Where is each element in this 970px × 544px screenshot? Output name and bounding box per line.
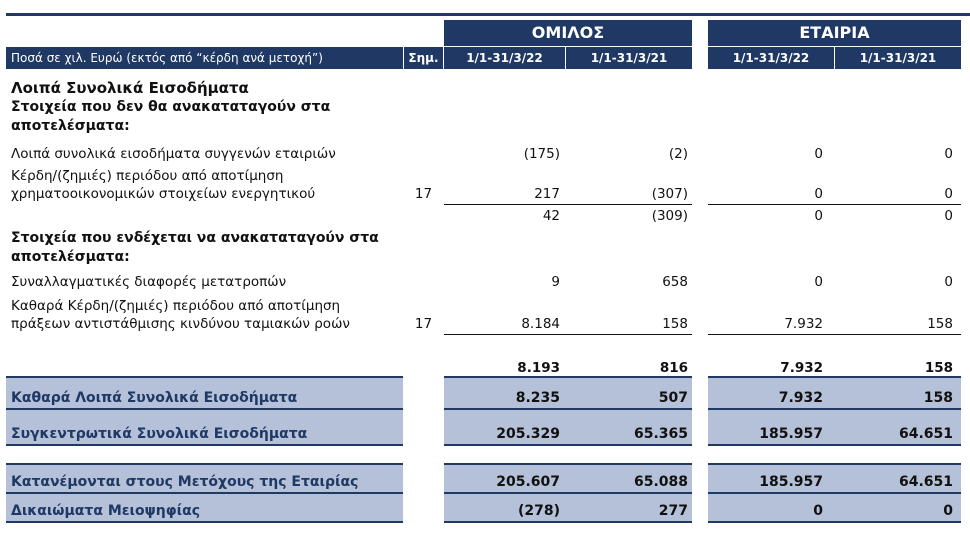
note-ref: 17 [414, 316, 433, 332]
band-rule [6, 521, 403, 523]
total-cell: 64.651 [898, 474, 953, 490]
subtotal-cell: 816 [659, 360, 688, 376]
total-cell: 0 [813, 503, 823, 519]
row-label-minority: Δικαιώματα Μειοψηφίας [11, 503, 201, 519]
total-cell: 205.607 [496, 474, 560, 490]
note-col-header: Σημ. [404, 47, 443, 69]
total-cell: 185.957 [759, 474, 823, 490]
top-rule [6, 13, 970, 16]
total-cell: 7.932 [778, 390, 823, 406]
value-cell: 0 [944, 274, 953, 290]
total-cell: 277 [658, 503, 688, 519]
subsection-reclassifiable: Στοιχεία που ενδέχεται να ανακαταταγούν στα αποτελέσματα: [11, 230, 379, 265]
value-cell: (307) [651, 186, 688, 202]
value-cell: 158 [927, 316, 953, 332]
band-rule [444, 521, 692, 523]
total-cell: 65.088 [633, 474, 688, 490]
band-rule [6, 444, 403, 446]
total-cell: 8.235 [515, 390, 560, 406]
value-cell: 0 [814, 146, 823, 162]
period-header-group-2022: 1/1-31/3/22 [444, 47, 565, 69]
total-cell: 507 [658, 390, 688, 406]
subtotal-rule [708, 334, 961, 335]
value-cell: 217 [534, 186, 560, 202]
note-ref: 17 [414, 186, 433, 202]
total-cell: 64.651 [898, 426, 953, 442]
band-rule [708, 521, 961, 523]
subtotal-rule [708, 204, 961, 205]
total-cell: 185.957 [759, 426, 823, 442]
value-cell: 0 [814, 186, 823, 202]
value-cell: 658 [662, 274, 688, 290]
total-cell: 0 [943, 503, 953, 519]
subsection-non-reclassified: Στοιχεία που δεν θα ανακαταταγούν στα αποτελέσματα: [11, 99, 331, 134]
row-label-associates-oci: Λοιπά συνολικά εισοδήματα συγγενών εταιριών [11, 146, 336, 162]
subtotal-cell: 158 [924, 360, 953, 376]
period-header-company-2021: 1/1-31/3/21 [835, 47, 961, 69]
company-header: ΕΤΑΙΡΙΑ [708, 20, 961, 46]
value-cell: (175) [523, 146, 560, 162]
row-label-net-oci: Καθαρά Λοιπά Συνολικά Εισοδήματα [11, 390, 298, 406]
total-cell: 205.329 [496, 426, 560, 442]
value-cell: (2) [668, 146, 688, 162]
total-cell: 65.365 [633, 426, 688, 442]
total-cell: (278) [517, 503, 560, 519]
value-cell: 0 [944, 146, 953, 162]
subtotal-cell: 0 [944, 208, 953, 224]
subtotal-cell: (309) [651, 208, 688, 224]
total-cell: 158 [923, 390, 953, 406]
value-cell: 0 [944, 186, 953, 202]
row-label-fx-differences: Συναλλαγματικές διαφορές μετατροπών [11, 274, 287, 290]
subtotal-cell: 7.932 [780, 360, 823, 376]
band-rule [708, 444, 961, 446]
row-label-cash-flow-hedges: Καθαρά Κέρδη/(ζημιές) περιόδου από αποτίμηση πράξεων αντιστάθμισης κινδύνου ταμιακών ροών [11, 298, 350, 332]
band-rule [444, 444, 692, 446]
subtotal-rule [444, 204, 692, 205]
section-title: Λοιπά Συνολικά Εισοδήματα [11, 79, 249, 97]
row-label-owners: Κατανέμονται στους Μετόχους της Εταιρίας [11, 474, 359, 490]
value-cell: 158 [662, 316, 688, 332]
row-label-financial-assets-valuation: Κέρδη/(ζημιές) περιόδου από αποτίμηση χρηματοοικονομικών στοιχείων ενεργητικού [11, 168, 316, 202]
subtotal-rule [444, 334, 692, 335]
subtotal-cell: 42 [542, 208, 560, 224]
row-label-total-ci: Συγκεντρωτικά Συνολικά Εισοδήματα [11, 426, 308, 442]
value-cell: 8.184 [521, 316, 560, 332]
group-header: ΟΜΙΛΟΣ [444, 20, 692, 46]
period-header-group-2021: 1/1-31/3/21 [566, 47, 692, 69]
value-cell: 7.932 [784, 316, 823, 332]
value-cell: 9 [551, 274, 560, 290]
subtotal-cell: 0 [814, 208, 823, 224]
period-header-company-2022: 1/1-31/3/22 [708, 47, 834, 69]
subtotal-cell: 8.193 [517, 360, 560, 376]
unit-note: Ποσά σε χιλ. Ευρώ (εκτός από “κέρδη ανά μετοχή”) [6, 47, 403, 69]
value-cell: 0 [814, 274, 823, 290]
header-spacer [6, 20, 403, 46]
